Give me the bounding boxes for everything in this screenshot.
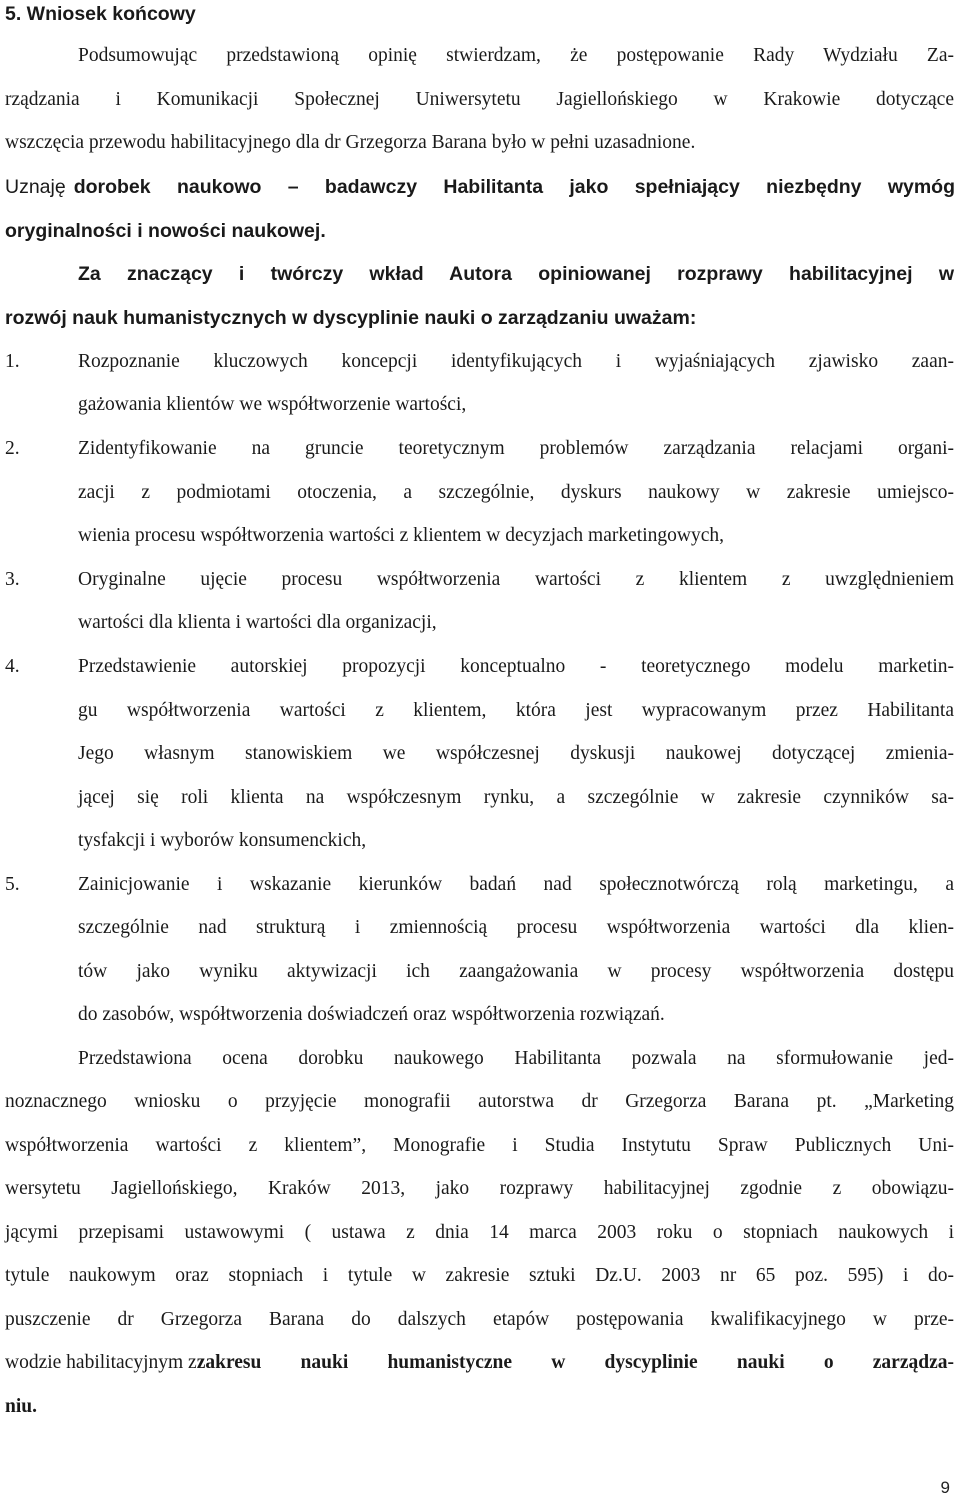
paragraph-line: tytule naukowym oraz stopniach i tytule w zakresie sztuki Dz.U. 2003 nr 65 poz. 595) i do- <box>5 1265 954 1286</box>
bold-line: Za znaczący i twórczy wkład Autora opiniowanej rozprawy habilitacyjnej w <box>78 263 954 285</box>
text-span: Uznaję <box>5 176 66 198</box>
list-item-line: do zasobów, współtworzenia doświadczeń oraz współtworzenia rozwiązań. <box>78 1004 665 1025</box>
paragraph-line: wszczęcia przewodu habilitacyjnego dla dr Grzegorza Barana było w pełni uzasadnione. <box>5 132 696 153</box>
paragraph-line: Przedstawiona ocena dorobku naukowego Habilitanta pozwala na sformułowanie jed- <box>78 1048 954 1069</box>
list-item-line: Zainicjowanie i wskazanie kierunków badań nad społecznotwórczą rolą marketingu, a <box>78 874 954 895</box>
paragraph-line: rządzania i Komunikacji Społecznej Uniwersytetu Jagiellońskiego w Krakowie dotyczące <box>5 89 954 110</box>
list-item-line: Zidentyfikowanie na gruncie teoretycznym problemów zarządzania relacjami organi- <box>78 438 954 459</box>
list-number: 5. <box>5 874 20 895</box>
list-number: 1. <box>5 351 20 372</box>
list-item-line: Oryginalne ujęcie procesu współtworzenia wartości z klientem z uwzględnieniem <box>78 569 954 590</box>
list-item-line: Przedstawienie autorskiej propozycji konceptualno - teoretycznego modelu marketin- <box>78 656 954 677</box>
list-item-line: gażowania klientów we współtworzenie wartości, <box>78 394 467 415</box>
paragraph-line: jącymi przepisami ustawowymi ( ustawa z dnia 14 marca 2003 roku o stopniach naukowych i <box>5 1222 954 1243</box>
bold-line: rozwój nauk humanistycznych w dyscyplinie nauki o zarządzaniu uważam: <box>5 307 697 329</box>
list-number: 2. <box>5 438 20 459</box>
list-item-line: tów jako wyniku aktywizacji ich zaangażowania w procesy współtworzenia dostępu <box>78 961 954 982</box>
paragraph-line <box>5 1351 954 1375</box>
list-item-line: gu współtworzenia wartości z klientem, która jest wypracowanym przez Habilitanta <box>78 700 954 721</box>
text-span: wodzie habilitacyjnym z <box>5 1352 197 1373</box>
list-item-line: tysfakcji i wyborów konsumenckich, <box>78 830 367 851</box>
page-number: 9 <box>940 1478 950 1497</box>
paragraph-line: współtworzenia wartości z klientem”, Monografie i Studia Instytutu Spraw Publicznych Uni- <box>5 1135 954 1156</box>
paragraph-line <box>5 175 955 199</box>
list-item-line: Rozpoznanie kluczowych koncepcji identyfikujących i wyjaśniających zjawisko zaan- <box>78 351 954 372</box>
list-number: 4. <box>5 656 20 677</box>
bold-line: oryginalności i nowości naukowej. <box>5 220 326 242</box>
list-item-line: jącej się roli klienta na współczesnym rynku, a szczególnie w zakresie czynników sa- <box>78 787 954 808</box>
section-heading: 5. Wniosek końcowy <box>5 3 196 25</box>
paragraph-line: noznacznego wniosku o przyjęcie monografii autorstwa dr Grzegorza Barana pt. „Marketing <box>5 1091 954 1112</box>
paragraph-line: wersytetu Jagiellońskiego, Kraków 2013, jako rozprawy habilitacyjnej zgodnie z obowiązu- <box>5 1178 954 1199</box>
list-item-line: wienia procesu współtworzenia wartości z klientem w decyzjach marketingowych, <box>78 525 724 546</box>
list-item-line: zacji z podmiotami otoczenia, a szczególnie, dyskurs naukowy w zakresie umiejsco- <box>78 482 954 503</box>
bold-span: zakresu nauki humanistyczne w dyscyplinie nauki o zarządza- <box>196 1352 954 1373</box>
list-item-line: wartości dla klienta i wartości dla organizacji, <box>78 612 437 633</box>
list-number: 3. <box>5 569 20 590</box>
bold-line: niu. <box>5 1396 37 1417</box>
bold-span: dorobek naukowo – badawczy Habilitanta jako spełniający niezbędny wymóg <box>73 176 955 198</box>
paragraph-line: Podsumowując przedstawioną opinię stwierdzam, że postępowanie Rady Wydziału Za- <box>78 45 954 66</box>
list-item-line: Jego własnym stanowiskiem we współczesnej dyskusji naukowej dotyczącej zmienia- <box>78 743 954 764</box>
paragraph-line: puszczenie dr Grzegorza Barana do dalszych etapów postępowania kwalifikacyjnego w prze- <box>5 1309 954 1330</box>
list-item-line: szczególnie nad strukturą i zmiennością procesu współtworzenia wartości dla klien- <box>78 917 954 938</box>
